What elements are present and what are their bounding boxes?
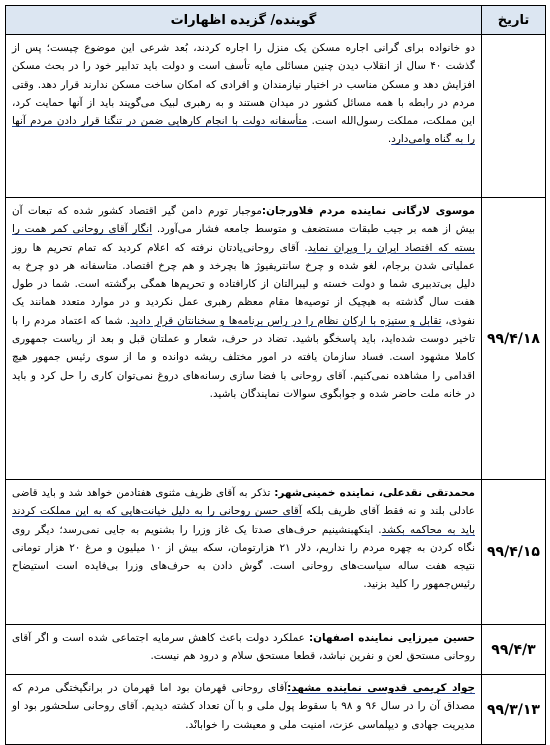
row-date: ۹۹/۴/۱۸	[482, 198, 546, 480]
statement-column-header: گوینده/ گزیده اظهارات	[6, 6, 482, 35]
row-date: ۹۹/۴/۳	[482, 625, 546, 675]
row-statement	[6, 35, 482, 198]
statement-text: . آقای روحانی‌یادتان نرفته که اعلام کردید که تمام تحریم ها روز عملیاتی شدن برجام، لغو شده و چرخ سانتریفیوژ ها بچرخد و هم چرخ اقتصاد. متاسفانه هر دو چرخ به دلیل بی‌تدبیری شما و دولت خسته و لیبرالتان از کارافتاده و تحریم‌ها همگی برگشته است. شما در طول هفت سال گذشته به هیچیک از توصیه‌ها مقام معظم رهبری عمل نکردید و در موارد متعدد همانند یک نفوذی،	[12, 241, 475, 327]
statement-text: موجبار تورم دامن گیر اقتصاد کشور شده که تبعات آن بیش از همه بر جیب طبقات مستضعف و متوسط جامعه فشار می‌آورد.	[12, 205, 475, 236]
row-date: ۹۹/۴/۱۵	[482, 480, 546, 625]
table-row	[6, 35, 546, 198]
speaker-name: جواد کریمی قدوسی نماینده مشهد:	[287, 682, 475, 694]
statement-text: عملکرد دولت باعث کاهش سرمایه اجتماعی شده است و اگر آقای روحانی مستحق لعن و نفرین نباشد، قطعا مستحق سلام و درود هم نیست.	[12, 632, 475, 663]
table-row	[6, 625, 546, 675]
row-statement	[6, 480, 482, 625]
row-statement	[6, 198, 482, 480]
speaker-name: حسین میرزایی نماینده اصفهان:	[308, 632, 476, 644]
row-date	[482, 35, 546, 198]
statement-text: . اینکهبنشینیم حرف‌های صدتا یک غاز وزرا را بشنویم به جایی نمی‌رسد؛ دیگر روی نگاه کردن به چهره مردم را نداریم، دلار ۲۱ هزارتومان، سکه بیش از ۱۰ میلیون و مرغ ۲۰ هزار تومانی نتیجه هفت ساله سیاست‌های روحانی است. گوش دادن به حرف‌های وزرا بی‌فایده است استیضاح رئیس‌جمهور را کلید بزنید.	[12, 523, 475, 591]
table-header-row	[6, 6, 546, 35]
statement-text: تذکر به آقای ظریف مثنوی هفتادمن خواهد شد و باید قاضی عادلی بلند و نه فقط آقای ظریف بلکه	[12, 487, 475, 518]
statement-text: . شما که اعتماد مردم را با تاخیر دوست شده‌اید، باید پاسخگو باشید. تضاد در حرف، شعار و عملتان قبل و بعد از ریاست جمهوری کاملا مشهود است. فساد سازمان یافته در امور مختلف ریشه دوانده و ما از سوی رئیس جمهور هیچ اقدامی را مشاهده نمی‌کنیم. آقای روحانی با فضا سازی رسانه‌های دروغ نمی‌توان کاری را حل کرد و باید در خانه ملت حاضر شده و جوابگوی سوالات نمایندگان باشید.	[12, 314, 475, 400]
statement-highlight: متأسفانه دولت با انجام کارهایی ضمن در تنگنا قرار دادن مردم آنها را به گناه وامی‌دارد	[12, 115, 475, 146]
statement-highlight: انگار آقای روحانی کمر همت را بسته که اقتصاد ایران را ویران نماید	[12, 223, 475, 254]
speaker-name: محمدتقی نقدعلی، نماینده خمینی‌شهر:	[274, 487, 475, 499]
statement-text: .	[387, 133, 392, 146]
table-row	[6, 480, 546, 625]
row-statement	[6, 625, 482, 675]
speaker-name: موسوی لارگانی نماینده مردم فلاورجان:	[261, 205, 475, 217]
table-row	[6, 675, 546, 745]
statement-text: دو خانواده برای گرانی اجاره مسکن یک منزل را اجاره کردند، بُعد شرعی این موضوع چیست؛ پس از گذشت ۴۰ سال از انقلاب دیدن چنین مسائلی مایه تأسف است و دولت باید تدابیر خود را در بحث مسکن افزایش دهد و مسکن مناسب در اختیار نیازمندان و افرادی که امکان ساخت مسکن ندارند قرار دهد. وقتی مردم در رابطه با همه مسائل کشور در میدان هستند و به رهبری لبیک می‌گویند باید از آنها حمایت کرد، این مملکت، مملکت رسول‌الله است.	[12, 42, 475, 128]
table-row	[6, 198, 546, 480]
row-date: ۹۹/۳/۱۳	[482, 675, 546, 745]
row-statement	[6, 675, 482, 745]
statement-text: آقای روحانی قهرمان بود اما قهرمان در برانگیختگی مردم که مصداق آن را در سال ۹۶ و ۹۸ با سقوط پول ملی و با آن تعداد کشته دیدیم. آقای روحانی سلحشور بود او مدیریت جهادی و دیپلماسی عزت، امنیت ملی و معیشت را خوابانْد.	[12, 682, 475, 731]
statements-table	[5, 5, 546, 745]
date-column-header: تاریخ	[482, 6, 546, 35]
statement-highlight: تقابل و ستیزه با ارکان نظام را در راس برنامه‌ها و سخنانتان قرار دادید	[130, 314, 442, 327]
statement-highlight: آقای حسن روحانی را به دلیل خیانت‌هایی که به این مملکت کردند باید به محاکمه بکشد	[12, 505, 476, 536]
